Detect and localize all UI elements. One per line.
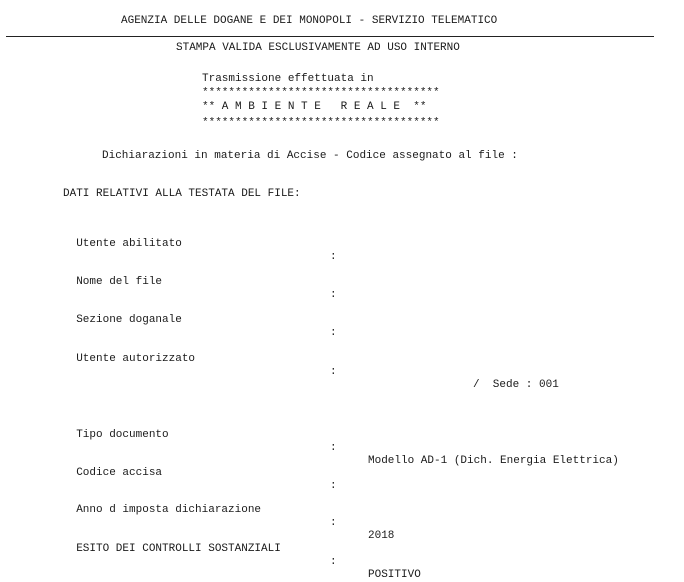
field-label: ESITO DEI CONTROLLI SOSTANZIALI [76,543,281,555]
field-row-esito-controlli [63,530,683,582]
field-separator: : [330,517,337,529]
field-label: Utente abilitato [76,238,182,250]
agency-title: AGENZIA DELLE DOGANE E DEI MONOPOLI - SERVIZIO TELEMATICO [121,15,498,27]
field-value: 2018 [368,530,395,542]
field-separator: : [330,556,337,568]
field-separator: : [330,289,337,301]
field-separator: : [330,480,337,492]
field-value-sede: / Sede : 001 [473,379,559,391]
stars-bottom: ************************************ [202,117,440,129]
field-separator: : [330,327,337,339]
field-separator: : [330,366,337,378]
internal-use-notice: STAMPA VALIDA ESCLUSIVAMENTE AD USO INTERNO [176,42,460,54]
field-label: Utente autorizzato [76,353,196,365]
field-label: Codice accisa [76,467,163,479]
field-separator: : [330,442,337,454]
field-label: Sezione doganale [76,314,182,326]
field-label: Nome del file [76,276,163,288]
field-label: Anno d imposta dichiarazione [76,504,262,516]
section-title: DATI RELATIVI ALLA TESTATA DEL FILE: [63,188,301,200]
field-separator: : [330,251,337,263]
field-row-utente-autorizzato [63,340,683,392]
environment-label: ** A M B I E N T E R E A L E ** [202,101,427,113]
header-divider [6,36,654,37]
field-value: POSITIVO [368,569,421,581]
field-label: Tipo documento [76,429,169,441]
declaration-intro: Dichiarazioni in materia di Accise - Codice assegnato al file : [102,150,518,162]
stars-top: ************************************ [202,87,440,99]
transmission-label: Trasmissione effettuata in [202,73,374,85]
field-value: Modello AD-1 (Dich. Energia Elettrica) [368,455,619,467]
